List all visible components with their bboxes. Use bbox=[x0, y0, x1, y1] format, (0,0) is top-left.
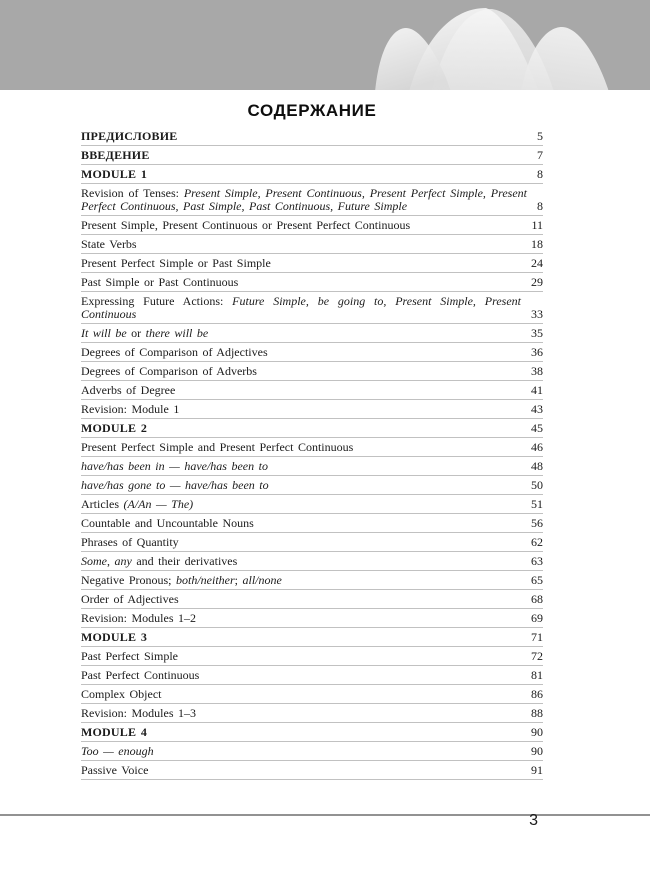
toc-entry-page-number: 29 bbox=[531, 275, 543, 289]
toc-entry-title bbox=[81, 707, 531, 720]
toc-entry bbox=[81, 476, 543, 495]
toc-entry-title bbox=[81, 149, 537, 162]
toc-entry-title bbox=[81, 555, 531, 568]
toc-entry bbox=[81, 666, 543, 685]
lotus-petals-logo bbox=[0, 0, 650, 90]
toc-entry-page-number: 90 bbox=[531, 744, 543, 758]
toc-entry-title bbox=[81, 479, 531, 492]
toc-title-segment: Passive Voice bbox=[81, 763, 149, 777]
toc-entries bbox=[81, 127, 543, 780]
toc-entry bbox=[81, 571, 543, 590]
toc-entry-title bbox=[81, 187, 537, 213]
toc-entry bbox=[81, 324, 543, 343]
toc-entry bbox=[81, 362, 543, 381]
toc-entry-title bbox=[81, 219, 531, 232]
page-title: СОДЕРЖАНИЕ bbox=[247, 101, 377, 120]
toc-entry-page-number: 8 bbox=[537, 199, 543, 213]
toc-entry-page-number: 91 bbox=[531, 763, 543, 777]
toc-title-segment: Past Perfect Simple bbox=[81, 649, 178, 663]
toc-title-italic-segment: have/has been in — have/has been to bbox=[81, 459, 268, 473]
toc-entry-title bbox=[81, 384, 531, 397]
toc-entry-page-number: 88 bbox=[531, 706, 543, 720]
toc-title-italic-segment: Future Simple, be going to, Present Simple, Present Continuous bbox=[81, 294, 521, 321]
toc-title-segment: Present Simple, Present Continuous or Present Perfect Continuous bbox=[81, 218, 411, 232]
toc-entry bbox=[81, 685, 543, 704]
toc-title-segment: Negative Pronous; bbox=[81, 573, 176, 587]
toc-title-segment: Countable and Uncountable Nouns bbox=[81, 516, 254, 530]
toc-entry-page-number: 72 bbox=[531, 649, 543, 663]
toc-title-italic-segment: all/none bbox=[242, 573, 282, 587]
toc-entry-title bbox=[81, 130, 537, 143]
toc-entry-title bbox=[81, 498, 531, 511]
toc-entry bbox=[81, 495, 543, 514]
toc-entry bbox=[81, 146, 543, 165]
toc-title-segment: MODULE 2 bbox=[81, 421, 148, 435]
toc-entry bbox=[81, 704, 543, 723]
toc-entry-title bbox=[81, 403, 531, 416]
toc-entry bbox=[81, 533, 543, 552]
toc-title-segment: Present Perfect Simple and Present Perfect Continuous bbox=[81, 440, 354, 454]
toc-entry bbox=[81, 381, 543, 400]
toc-title-italic-segment: Too — enough bbox=[81, 744, 154, 758]
toc-entry-page-number: 5 bbox=[537, 129, 543, 143]
toc-entry bbox=[81, 552, 543, 571]
toc-entry-title bbox=[81, 536, 531, 549]
toc-title-segment: Complex Object bbox=[81, 687, 162, 701]
toc-entry-title bbox=[81, 441, 531, 454]
toc-entry-title bbox=[81, 346, 531, 359]
toc-entry-page-number: 90 bbox=[531, 725, 543, 739]
toc-entry bbox=[81, 457, 543, 476]
toc-title-segment: Revision: Module 1 bbox=[81, 402, 180, 416]
toc-entry-title bbox=[81, 422, 531, 435]
toc-entry-title bbox=[81, 276, 531, 289]
toc-entry bbox=[81, 273, 543, 292]
toc-entry-page-number: 33 bbox=[531, 307, 543, 321]
toc-title-segment: Revision: Modules 1–3 bbox=[81, 706, 197, 720]
toc-entry bbox=[81, 235, 543, 254]
toc-title-italic-segment: have/has gone to — have/has been to bbox=[81, 478, 269, 492]
toc-title-segment: MODULE 4 bbox=[81, 725, 148, 739]
toc-title-segment: ; bbox=[234, 573, 243, 587]
toc-title-segment: Expressing Future Actions: bbox=[81, 294, 233, 308]
toc-entry-page-number: 18 bbox=[531, 237, 543, 251]
toc-entry bbox=[81, 400, 543, 419]
toc-title-segment: Present Perfect Simple or Past Simple bbox=[81, 256, 271, 270]
toc-entry-title bbox=[81, 764, 531, 777]
toc-entry-title bbox=[81, 612, 531, 625]
toc-entry-title bbox=[81, 574, 531, 587]
toc-title-segment: Past Perfect Continuous bbox=[81, 668, 200, 682]
toc-entry-page-number: 69 bbox=[531, 611, 543, 625]
toc-entry-page-number: 68 bbox=[531, 592, 543, 606]
toc-title-segment: Phrases of Quantity bbox=[81, 535, 179, 549]
toc-entry-page-number: 62 bbox=[531, 535, 543, 549]
toc-title-segment: Articles bbox=[81, 497, 124, 511]
toc-title-italic-segment: (A/An — The) bbox=[123, 497, 194, 511]
toc-entry-title bbox=[81, 365, 531, 378]
toc-entry-title bbox=[81, 593, 531, 606]
toc-entry-page-number: 56 bbox=[531, 516, 543, 530]
toc-entry-title bbox=[81, 238, 531, 251]
toc-entry bbox=[81, 165, 543, 184]
toc-entry-title bbox=[81, 517, 531, 530]
toc-title-italic-segment: Some bbox=[81, 554, 107, 568]
toc-title-segment: Order of Adjectives bbox=[81, 592, 179, 606]
toc-entry bbox=[81, 343, 543, 362]
toc-entry-page-number: 36 bbox=[531, 345, 543, 359]
toc-entry bbox=[81, 628, 543, 647]
toc-entry bbox=[81, 590, 543, 609]
toc-entry-page-number: 38 bbox=[531, 364, 543, 378]
toc-entry-page-number: 81 bbox=[531, 668, 543, 682]
toc-entry bbox=[81, 742, 543, 761]
toc-title-italic-segment: Present Simple, Present Continuous, Present Perfect Simple, Present Perfect Continuous, Past Simple, Past Continuous, Future Simple bbox=[81, 186, 528, 213]
toc-entry-title bbox=[81, 650, 531, 663]
toc-title-segment: Degrees of Comparison of Adjectives bbox=[81, 345, 268, 359]
toc-title-segment: or bbox=[126, 326, 146, 340]
footer-rule bbox=[0, 814, 650, 816]
toc-entry-page-number: 24 bbox=[531, 256, 543, 270]
toc-entry-page-number: 35 bbox=[531, 326, 543, 340]
toc-title-segment: Degrees of Comparison of Adverbs bbox=[81, 364, 257, 378]
toc-entry-page-number: 46 bbox=[531, 440, 543, 454]
toc-entry-page-number: 65 bbox=[531, 573, 543, 587]
toc-entry-page-number: 45 bbox=[531, 421, 543, 435]
toc-title-italic-segment: there will be bbox=[145, 326, 209, 340]
toc-entry bbox=[81, 184, 543, 216]
toc-entry-page-number: 43 bbox=[531, 402, 543, 416]
toc-entry bbox=[81, 254, 543, 273]
toc-title-segment: ВВЕДЕНИЕ bbox=[81, 148, 150, 162]
toc-entry-page-number: 50 bbox=[531, 478, 543, 492]
toc-entry bbox=[81, 514, 543, 533]
toc-entry bbox=[81, 438, 543, 457]
toc-title-italic-segment: both/neither bbox=[176, 573, 235, 587]
toc-entry-page-number: 41 bbox=[531, 383, 543, 397]
toc-title-segment: , bbox=[107, 554, 115, 568]
toc-title-segment: Revision: Modules 1–2 bbox=[81, 611, 197, 625]
toc-entry bbox=[81, 723, 543, 742]
toc-entry-title bbox=[81, 327, 531, 340]
toc-entry-page-number: 48 bbox=[531, 459, 543, 473]
toc-entry-title bbox=[81, 295, 531, 321]
toc-entry bbox=[81, 761, 543, 780]
toc-title-segment: Adverbs of Degree bbox=[81, 383, 176, 397]
toc-title-segment: State Verbs bbox=[81, 237, 137, 251]
toc-entry bbox=[81, 292, 543, 324]
toc-title-segment: MODULE 3 bbox=[81, 630, 148, 644]
toc-entry-page-number: 7 bbox=[537, 148, 543, 162]
page-number: 3 bbox=[529, 812, 538, 829]
toc-title-segment: MODULE 1 bbox=[81, 167, 148, 181]
toc-title-segment: Revision of Tenses: bbox=[81, 186, 184, 200]
toc-entry-title bbox=[81, 688, 531, 701]
toc-entry-page-number: 51 bbox=[531, 497, 543, 511]
toc-entry bbox=[81, 216, 543, 235]
toc-title-italic-segment: any bbox=[114, 554, 132, 568]
toc-entry-title bbox=[81, 745, 531, 758]
toc-entry bbox=[81, 609, 543, 628]
toc-entry-title bbox=[81, 460, 531, 473]
toc-entry-page-number: 86 bbox=[531, 687, 543, 701]
toc-title-segment: and their derivatives bbox=[131, 554, 238, 568]
toc-entry-page-number: 11 bbox=[531, 218, 543, 232]
toc-entry-title bbox=[81, 168, 537, 181]
toc-entry-title bbox=[81, 669, 531, 682]
toc-title-segment: ПРЕДИСЛОВИЕ bbox=[81, 129, 178, 143]
toc-title-italic-segment: It will be bbox=[81, 326, 127, 340]
toc-title-segment: Past Simple or Past Continuous bbox=[81, 275, 239, 289]
toc-entry-page-number: 8 bbox=[537, 167, 543, 181]
toc-entry-title bbox=[81, 257, 531, 270]
toc-entry bbox=[81, 419, 543, 438]
toc-entry-page-number: 63 bbox=[531, 554, 543, 568]
toc-entry-page-number: 71 bbox=[531, 630, 543, 644]
toc-entry bbox=[81, 647, 543, 666]
header-bar bbox=[0, 0, 650, 90]
toc-entry-title bbox=[81, 726, 531, 739]
toc-entry bbox=[81, 127, 543, 146]
toc-entry-title bbox=[81, 631, 531, 644]
